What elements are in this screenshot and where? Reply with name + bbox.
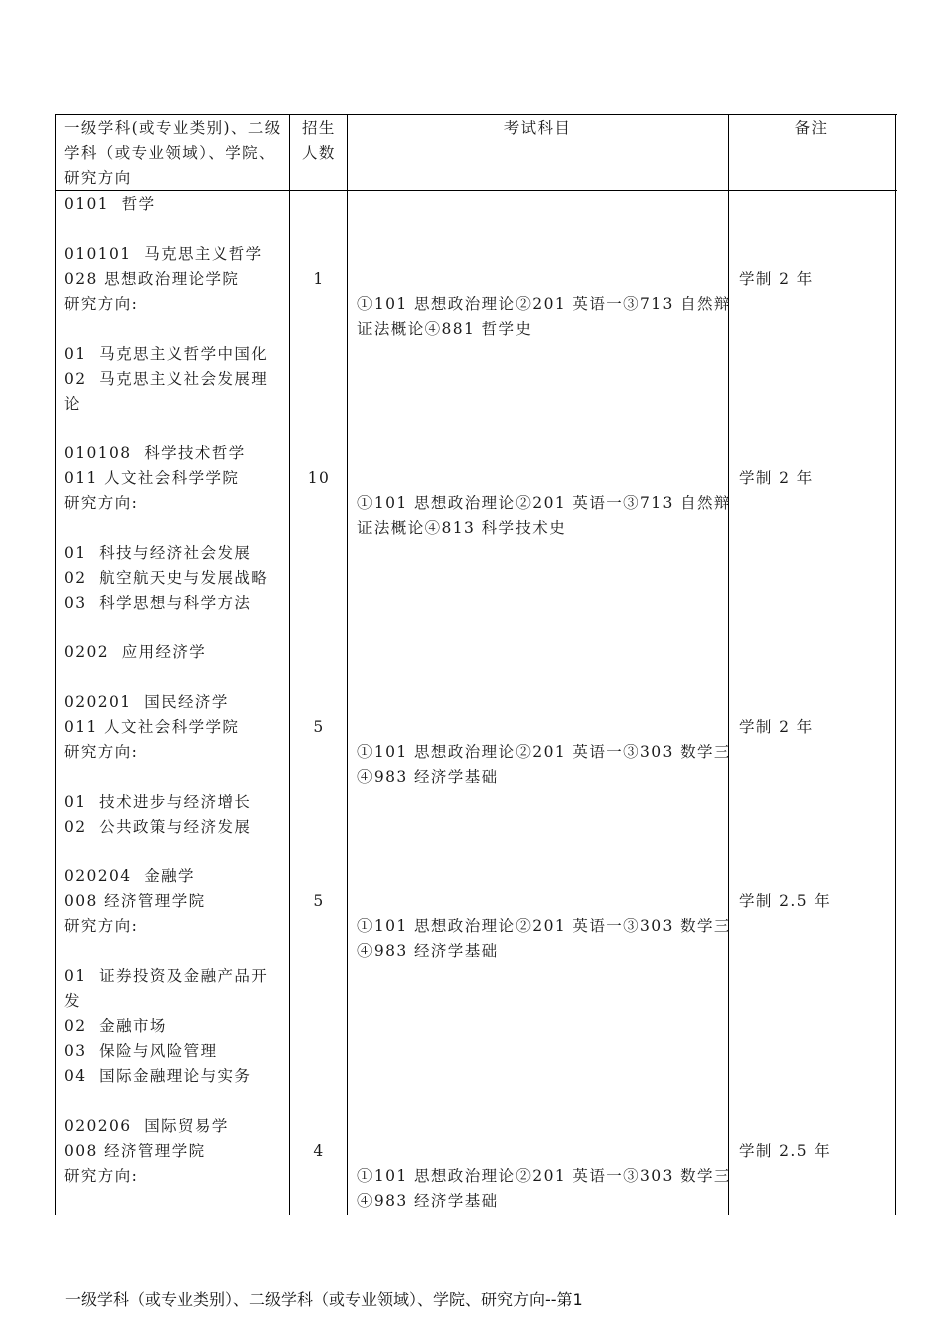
- discipline-line: 发: [64, 992, 81, 1010]
- enrollment-count: 4: [313, 1142, 325, 1160]
- exam-subjects-line: ①101 思想政治理论②201 英语一③303 数学三: [357, 743, 731, 761]
- discipline-line: 02 航空航天史与发展战略: [64, 569, 269, 587]
- exam-subjects-line: ④983 经济学基础: [357, 942, 499, 960]
- discipline-line: 020201 国民经济学: [64, 693, 229, 711]
- exam-subjects-line: ④983 经济学基础: [357, 1192, 499, 1210]
- discipline-line: 020204 金融学: [64, 867, 195, 885]
- discipline-line: 0101 哲学: [64, 195, 156, 213]
- remark-duration: 学制 2 年: [739, 718, 814, 736]
- discipline-line: 010108 科学技术哲学: [64, 444, 246, 462]
- exam-subjects-line: ①101 思想政治理论②201 英语一③713 自然辩: [357, 295, 731, 313]
- exam-subjects-line: 证法概论④813 科学技术史: [357, 519, 567, 537]
- discipline-line: 04 国际金融理论与实务: [64, 1067, 252, 1085]
- enrollment-count: 5: [313, 718, 325, 736]
- remark-duration: 学制 2 年: [739, 469, 814, 487]
- page-footer: 一级学科（或专业类别）、二级学科（或专业领域）、学院、研究方向--第1: [65, 1290, 583, 1309]
- discipline-line: 01 技术进步与经济增长: [64, 793, 252, 811]
- enrollment-count: 1: [313, 270, 325, 288]
- exam-subjects-line: ①101 思想政治理论②201 英语一③303 数学三: [357, 1167, 731, 1185]
- discipline-line: 研究方向:: [64, 917, 139, 935]
- discipline-line: 020206 国际贸易学: [64, 1117, 229, 1135]
- discipline-line: 010101 马克思主义哲学: [64, 245, 263, 263]
- enrollment-count: 5: [313, 892, 325, 910]
- discipline-line: 0202 应用经济学: [64, 643, 207, 661]
- exam-subjects-line: 证法概论④881 哲学史: [357, 320, 533, 338]
- discipline-line: 02 马克思主义社会发展理: [64, 370, 269, 388]
- discipline-line: 研究方向:: [64, 295, 139, 313]
- exam-subjects-line: ①101 思想政治理论②201 英语一③713 自然辩: [357, 494, 731, 512]
- header-discipline: 一级学科(或专业类别)、二级学科（或专业领域）、学院、研究方向: [64, 119, 282, 187]
- discipline-line: 011 人文社会科学学院: [64, 718, 240, 736]
- remark-duration: 学制 2.5 年: [739, 892, 832, 910]
- header-enrollment: 招生人数: [302, 119, 336, 162]
- discipline-line: 03 保险与风险管理: [64, 1042, 218, 1060]
- table-top-border: [55, 114, 897, 115]
- discipline-line: 研究方向:: [64, 743, 139, 761]
- remark-duration: 学制 2.5 年: [739, 1142, 832, 1160]
- discipline-line: 研究方向:: [64, 494, 139, 512]
- table-right-border: [895, 114, 896, 1215]
- column-divider-3: [728, 114, 729, 1215]
- discipline-line: 02 金融市场: [64, 1017, 167, 1035]
- exam-subjects-line: ①101 思想政治理论②201 英语一③303 数学三: [357, 917, 731, 935]
- enrollment-count: 10: [307, 469, 331, 487]
- remark-duration: 学制 2 年: [739, 270, 814, 288]
- discipline-line: 研究方向:: [64, 1167, 139, 1185]
- discipline-line: 028 思想政治理论学院: [64, 270, 240, 288]
- header-exam-subjects: 考试科目: [503, 119, 572, 137]
- discipline-line: 01 马克思主义哲学中国化: [64, 345, 269, 363]
- table-left-border: [55, 114, 56, 1215]
- discipline-line: 008 经济管理学院: [64, 1142, 206, 1160]
- discipline-line: 论: [64, 395, 81, 413]
- exam-subjects-line: ④983 经济学基础: [357, 768, 499, 786]
- discipline-line: 008 经济管理学院: [64, 892, 206, 910]
- discipline-line: 03 科学思想与科学方法: [64, 594, 252, 612]
- discipline-line: 011 人文社会科学学院: [64, 469, 240, 487]
- discipline-line: 01 证券投资及金融产品开: [64, 967, 269, 985]
- discipline-line: 02 公共政策与经济发展: [64, 818, 252, 836]
- header-remarks: 备注: [794, 119, 829, 137]
- discipline-line: 01 科技与经济社会发展: [64, 544, 252, 562]
